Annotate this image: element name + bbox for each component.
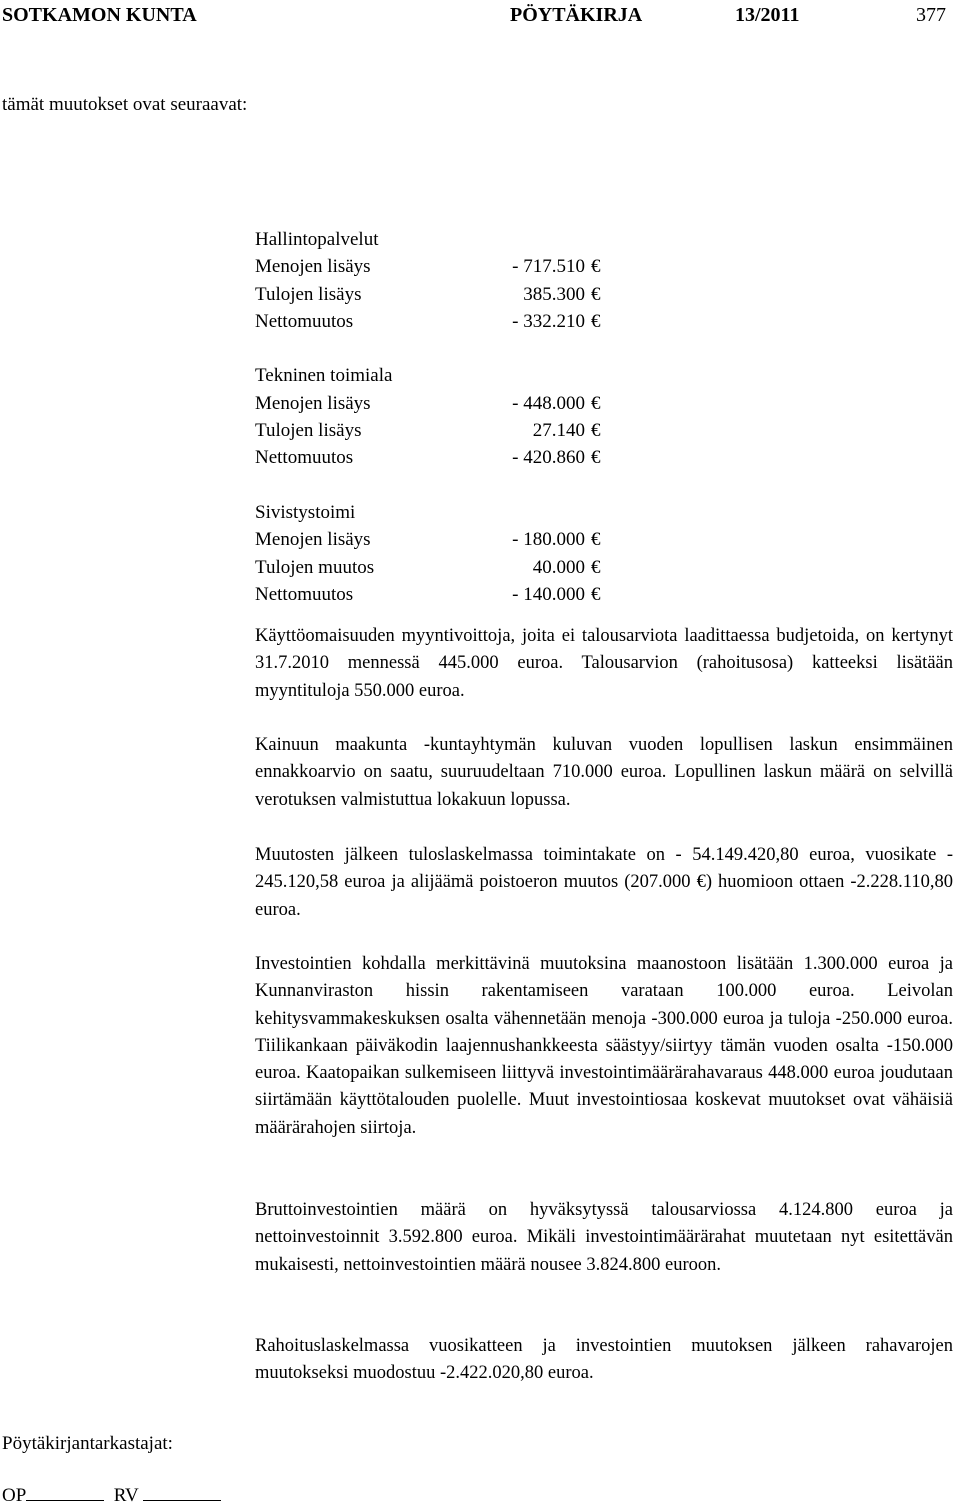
budget-row xyxy=(255,444,635,471)
row-label: Tulojen lisäys xyxy=(255,283,362,305)
signature-line xyxy=(26,1482,104,1501)
currency-symbol: € xyxy=(591,420,601,442)
budget-row xyxy=(255,308,635,335)
budget-group-sivistystoimi xyxy=(255,499,635,608)
budget-row xyxy=(255,581,635,608)
row-label: Menojen lisäys xyxy=(255,529,371,551)
paragraph-cash-flow: Rahoituslaskelmassa vuosikatteen ja investointien muutoksen jälkeen rahavarojen muutokseksi muodostuu -2.422.020,80 euroa. xyxy=(255,1336,953,1384)
paragraph-gross-investments: Bruttoinvestointien määrä on hyväksytyssä talousarviossa 4.124.800 euroa ja nettoinvestoinnit 3.592.800 euroa. Mikäli investointimäärärahat muutetaan nyt esitettävän mukaisesti, nettoinvestointien määrä nousee 3.824.800 euroon. xyxy=(255,1200,953,1275)
row-label: Tulojen lisäys xyxy=(255,420,362,442)
group-title: Tekninen toimiala xyxy=(255,365,393,387)
budget-row xyxy=(255,554,635,581)
row-amount: 385.300 xyxy=(523,283,585,305)
currency-symbol: € xyxy=(591,583,601,605)
row-label: Nettomuutos xyxy=(255,447,354,469)
currency-symbol: € xyxy=(591,392,601,414)
page-number: 377 xyxy=(916,4,946,26)
budget-changes xyxy=(255,226,635,635)
group-title: Hallintopalvelut xyxy=(255,229,379,250)
row-amount: - 180.000 xyxy=(512,529,585,551)
signature-line xyxy=(143,1482,221,1501)
currency-symbol: € xyxy=(591,310,601,332)
budget-row xyxy=(255,417,635,444)
currency-symbol: € xyxy=(591,556,601,578)
budget-row xyxy=(255,526,635,553)
checker-initials-rv: RV xyxy=(113,1485,139,1506)
checker-signature-lines xyxy=(2,1482,221,1509)
document-type: PÖYTÄKIRJA xyxy=(510,4,643,26)
checker-initials-op: OP xyxy=(2,1485,27,1506)
intro-text: tämät muutokset ovat seuraavat: xyxy=(2,94,248,115)
paragraph-income-statement: Muutosten jälkeen tuloslaskelmassa toimintakate on - 54.149.420,80 euroa, vuosikate - 245.120,58 euroa ja alijäämä poistoeron muutos (207.000 €) huomioon ottaen -2.228.110,80 euroa. xyxy=(255,845,953,920)
currency-symbol: € xyxy=(591,283,601,305)
row-label: Tulojen muutos xyxy=(255,556,375,578)
row-label: Nettomuutos xyxy=(255,310,354,332)
row-label: Menojen lisäys xyxy=(255,256,371,278)
municipality-name: SOTKAMON KUNTA xyxy=(2,4,197,26)
row-amount: 27.140 xyxy=(532,420,585,442)
budget-row xyxy=(255,253,635,280)
group-title: Sivistystoimi xyxy=(255,501,356,523)
row-amount: - 448.000 xyxy=(512,392,585,414)
currency-symbol: € xyxy=(591,529,601,551)
row-label: Nettomuutos xyxy=(255,583,354,605)
minutes-checkers-label: Pöytäkirjantarkastajat: xyxy=(2,1433,173,1454)
row-amount: - 140.000 xyxy=(512,583,585,605)
document-number: 13/2011 xyxy=(735,4,800,26)
row-amount: - 332.210 xyxy=(512,310,585,332)
budget-group-hallintopalvelut xyxy=(255,226,635,335)
currency-symbol: € xyxy=(591,447,601,469)
paragraph-investments: Investointien kohdalla merkittävinä muutoksina maanostoon lisätään 1.300.000 euroa ja Kunnanviraston hissin rakentamiseen varataan 100.000 euroa. Leivolan kehitysvammakeskuksen osalta vähennetään menoja -300.000 euroa ja tuloja -250.000 euroa. Tiilikankaan päiväkodin laajennushankkeesta säästyy/siirtyy tämän vuoden osalta -150.000 euroa. Kaatopaikan sulkemiseen liittyvä investointimäärärahavaraus 448.000 euroa joudutaan siirtämään käyttötalouden puolelle. Muut investointiosaa koskevat muutokset ovat vähäisiä määrärahojen siirtoja. xyxy=(255,954,953,1138)
budget-group-tekninen-toimiala xyxy=(255,362,635,471)
row-amount: 40.000 xyxy=(532,556,585,578)
paragraph-asset-sales: Käyttöomaisuuden myyntivoittoja, joita ei talousarviota laadittaessa budjetoida, on kertynyt 31.7.2010 mennessä 445.000 euroa. Talousarvion (rahoitusosa) katteeksi lisätään myyntituloja 550.000 euroa. xyxy=(255,626,953,701)
row-amount: - 420.860 xyxy=(512,447,585,469)
budget-row xyxy=(255,281,635,308)
budget-row xyxy=(255,390,635,417)
paragraph-kainuun-invoice: Kainuun maakunta -kuntayhtymän kuluvan vuoden lopullisen laskun ensimmäinen ennakkoarvio on saatu, suuruudeltaan 710.000 euroa. Lopullinen laskun määrä on selvillä verotuksen valmistuttua lokakuun lopussa. xyxy=(255,735,953,810)
row-amount: - 717.510 xyxy=(512,256,585,278)
currency-symbol: € xyxy=(591,256,601,278)
row-label: Menojen lisäys xyxy=(255,392,371,414)
